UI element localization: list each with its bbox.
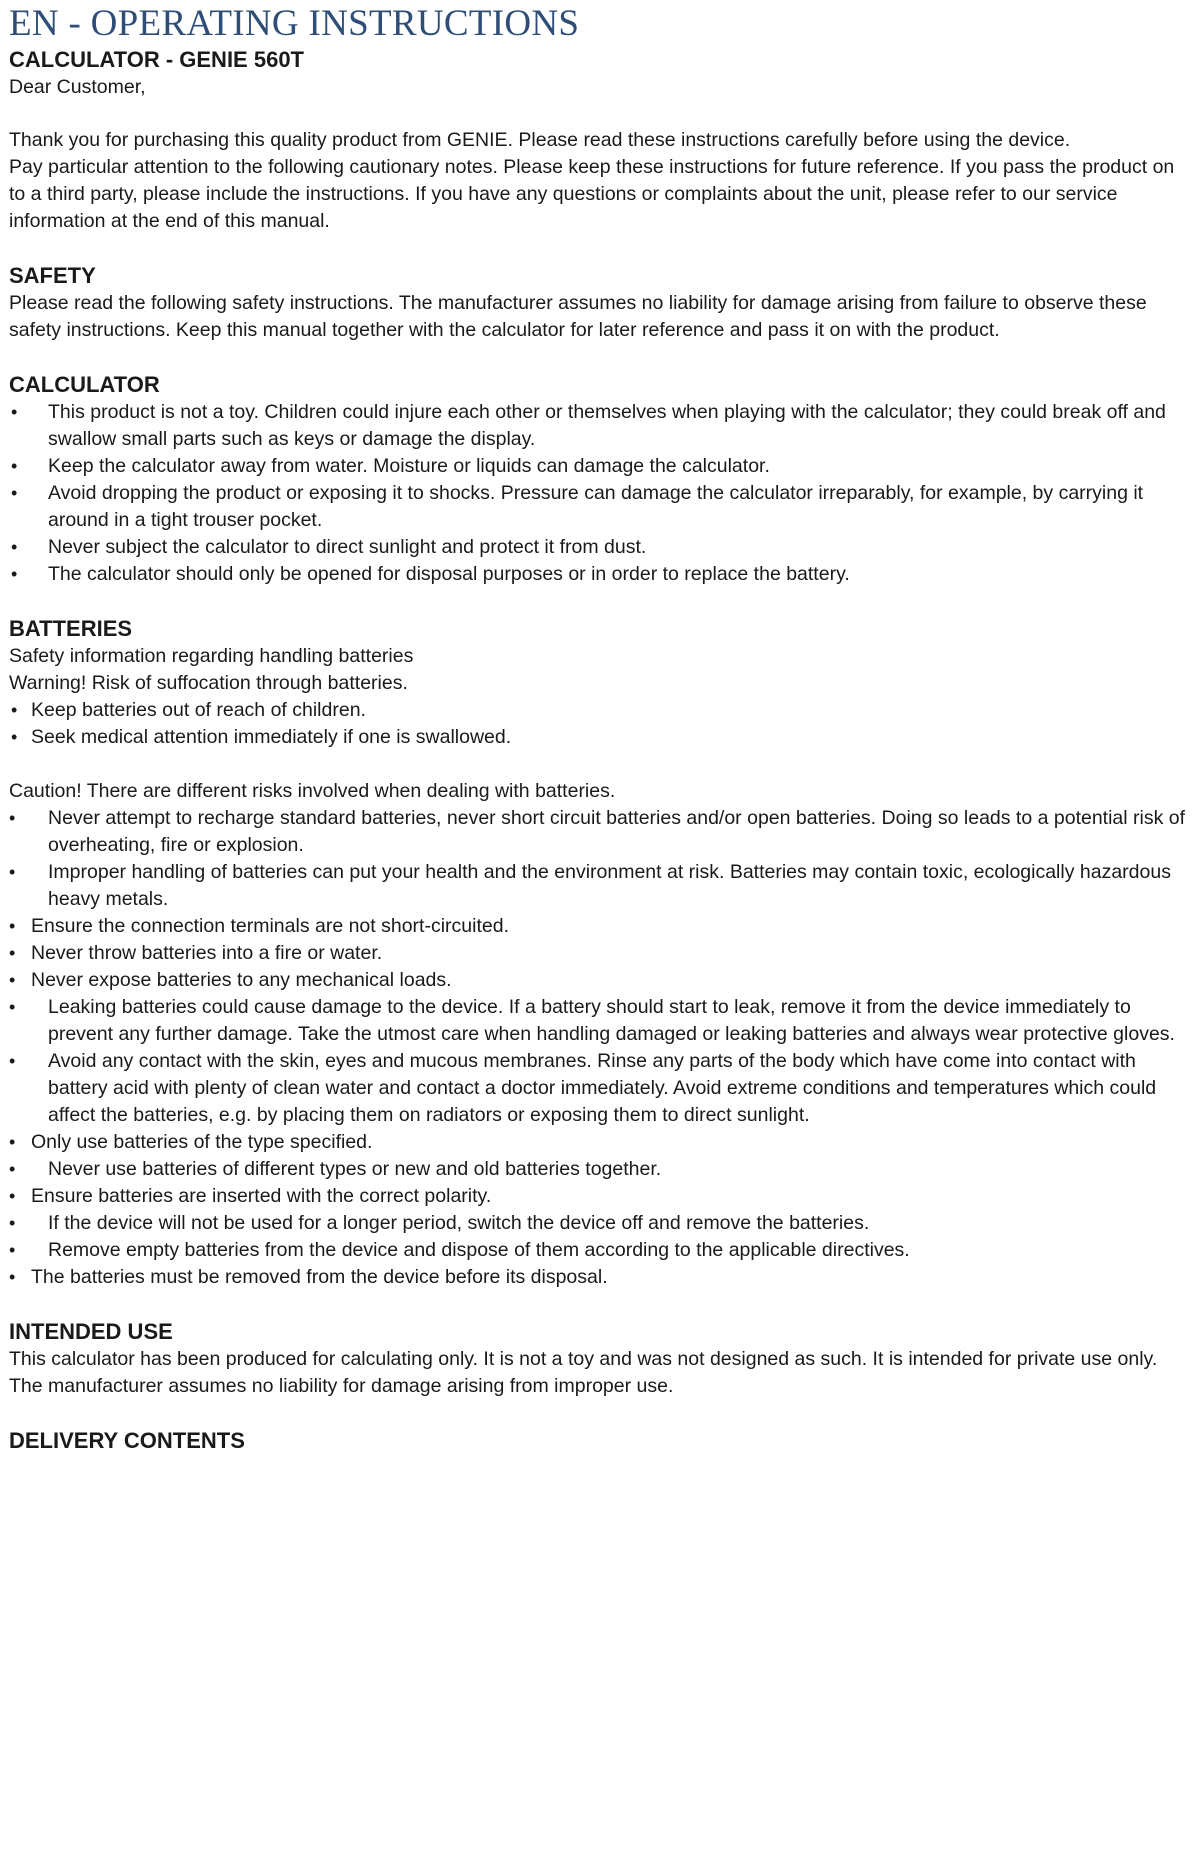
bullet-icon: • (9, 1240, 16, 1260)
list-item: • If the device will not be used for a longer period, switch the device off and remove the batteries. (9, 1210, 1191, 1237)
list-item: • Keep the calculator away from water. Moisture or liquids can damage the calculator. (9, 453, 1191, 480)
bullet-icon: • (9, 916, 16, 936)
list-item: • Remove empty batteries from the device and dispose of them according to the applicable directives. (9, 1237, 1191, 1264)
list-item: • This product is not a toy. Children could injure each other or themselves when playing with the calculator; they could break off and swallow small parts such as keys or damage the display. (11, 401, 1166, 450)
bullet-icon: • (11, 483, 18, 503)
calculator-safety-list (9, 399, 1191, 588)
bullet-icon: • (9, 943, 16, 963)
bullet-icon: • (9, 1186, 16, 1206)
intended-use-text: This calculator has been produced for calculating only. It is not a toy and was not designed as such. It is intended for private use only. The manufacturer assumes no liability for damage arising from improper use. (9, 1348, 1158, 1397)
document-title: EN - OPERATING INSTRUCTIONS (9, 3, 580, 44)
list-item: • Keep batteries out of reach of children. (9, 697, 1191, 724)
bullet-icon: • (9, 1132, 16, 1152)
list-item: • The calculator should only be opened for disposal purposes or in order to replace the battery. (9, 561, 1191, 588)
batteries-caution: Caution! There are different risks involved when dealing with batteries. (9, 780, 616, 802)
battery-caution-list (9, 805, 1191, 1291)
battery-warning-list (9, 697, 1191, 751)
delivery-contents-heading: DELIVERY CONTENTS (9, 1428, 245, 1453)
list-item: • Never subject the calculator to direct sunlight and protect it from dust. (9, 534, 1191, 561)
list-item: • Never attempt to recharge standard batteries, never short circuit batteries and/or open batteries. Doing so leads to a potential risk of overheating, fire or explosion. (9, 807, 1186, 856)
list-item: • Seek medical attention immediately if one is swallowed. (9, 724, 1191, 751)
batteries-intro: Safety information regarding handling batteries (9, 645, 414, 667)
bullet-icon: • (9, 808, 16, 828)
safety-text: Please read the following safety instructions. The manufacturer assumes no liability for damage arising from failure to observe these safety instructions. Keep this manual together with the calculator for later reference and pass it on with the product. (9, 292, 1147, 341)
greeting: Dear Customer, (9, 76, 146, 98)
intro-paragraph-1: Thank you for purchasing this quality product from GENIE. Please read these instructions carefully before using the device. (9, 129, 1071, 151)
document-page (9, 0, 1191, 1455)
list-item: • Never use batteries of different types or new and old batteries together. (9, 1156, 1191, 1183)
batteries-warning: Warning! Risk of suffocation through batteries. (9, 672, 408, 694)
bullet-icon: • (9, 1051, 16, 1071)
intro-paragraph-2: Pay particular attention to the following cautionary notes. Please keep these instructions for future reference. If you pass the product on to a third party, please include the instructions. If you have any questions or complaints about the unit, please refer to our service information at the end of this manual. (9, 156, 1175, 232)
bullet-icon: • (11, 727, 18, 747)
calculator-heading: CALCULATOR (9, 372, 160, 397)
list-item: • Ensure batteries are inserted with the correct polarity. (9, 1183, 1191, 1210)
list-item: • Ensure the connection terminals are not short-circuited. (9, 913, 1191, 940)
list-item: • Improper handling of batteries can put your health and the environment at risk. Batteries may contain toxic, ecologically hazardous heavy metals. (9, 861, 1171, 910)
bullet-icon: • (11, 700, 18, 720)
safety-heading: SAFETY (9, 263, 96, 288)
list-item: • Never throw batteries into a fire or water. (9, 940, 1191, 967)
bullet-icon: • (9, 862, 16, 882)
list-item: • Only use batteries of the type specified. (9, 1129, 1191, 1156)
product-subtitle: CALCULATOR - GENIE 560T (9, 47, 304, 72)
list-item: • Avoid dropping the product or exposing it to shocks. Pressure can damage the calculator irreparably, for example, by carrying it around in a tight trouser pocket. (11, 482, 1144, 531)
bullet-icon: • (11, 564, 18, 584)
bullet-icon: • (9, 1213, 16, 1233)
list-item: • The batteries must be removed from the device before its disposal. (9, 1264, 1191, 1291)
bullet-icon: • (9, 1159, 16, 1179)
bullet-icon: • (9, 997, 16, 1017)
intended-use-heading: INTENDED USE (9, 1319, 173, 1344)
bullet-icon: • (9, 1267, 16, 1287)
list-item: • Never expose batteries to any mechanical loads. (9, 967, 1191, 994)
list-item: • Leaking batteries could cause damage to the device. If a battery should start to leak, remove it from the device immediately to prevent any further damage. Take the utmost care when handling damaged or leaking batteries and always wear protective gloves. (9, 996, 1175, 1045)
list-item: • Avoid any contact with the skin, eyes and mucous membranes. Rinse any parts of the body which have come into contact with battery acid with plenty of clean water and contact a doctor immediately. Avoid extreme conditions and temperatures which could affect the batteries, e.g. by placing them on radiators or exposing them to direct sunlight. (9, 1050, 1157, 1126)
bullet-icon: • (11, 537, 18, 557)
bullet-icon: • (11, 402, 18, 422)
batteries-heading: BATTERIES (9, 616, 133, 641)
bullet-icon: • (11, 456, 18, 476)
bullet-icon: • (9, 970, 16, 990)
